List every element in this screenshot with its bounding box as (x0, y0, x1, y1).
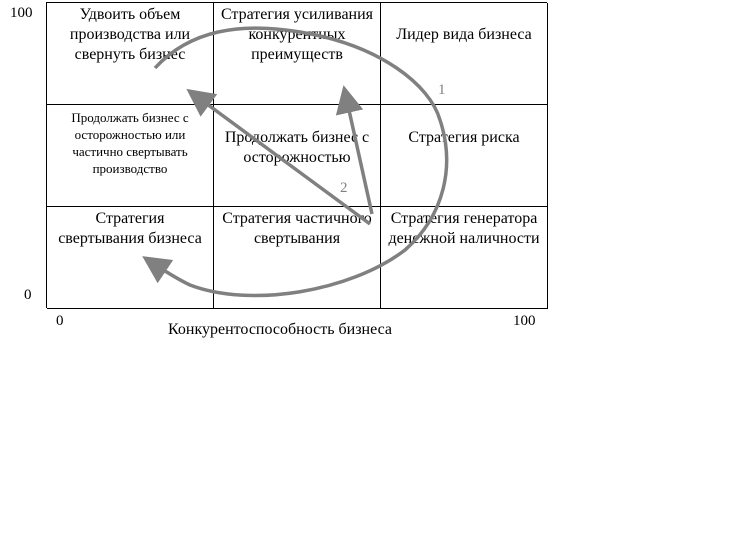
cell-label: Лидер вида бизнеса (396, 26, 532, 43)
x-axis-max-label: 100 (513, 313, 536, 329)
cell-label: Стратегия риска (408, 129, 520, 146)
arrow-label-2: 2 (340, 180, 348, 196)
cell-label: Стратегия усиливания конкурентных преимуществ (220, 6, 374, 63)
cell-label: Продолжать бизнес с осторожностью (224, 129, 370, 166)
cell-label: Удвоить объем производства или свернуть бизнес (69, 6, 191, 63)
arrow-2-to-top-left (192, 93, 370, 224)
x-axis-min-label: 0 (56, 313, 64, 329)
cell-label: Стратегия генератора денежной наличности (388, 210, 540, 247)
cell-label: Стратегия свертывания бизнеса (58, 210, 202, 247)
y-axis-max-label: 100 (10, 5, 33, 21)
arrow-label-1: 1 (438, 82, 446, 98)
y-axis-min-label: 0 (24, 287, 32, 303)
x-axis-title: Конкурентоспособность бизнеса (168, 321, 392, 338)
cell-label: Стратегия частичного свертывания (222, 210, 372, 247)
arrow-to-top-middle (345, 92, 372, 214)
curved-arrow-1 (148, 28, 447, 295)
cell-label: Продолжать бизнес с осторожностью или частично свертывать производство (71, 110, 189, 176)
